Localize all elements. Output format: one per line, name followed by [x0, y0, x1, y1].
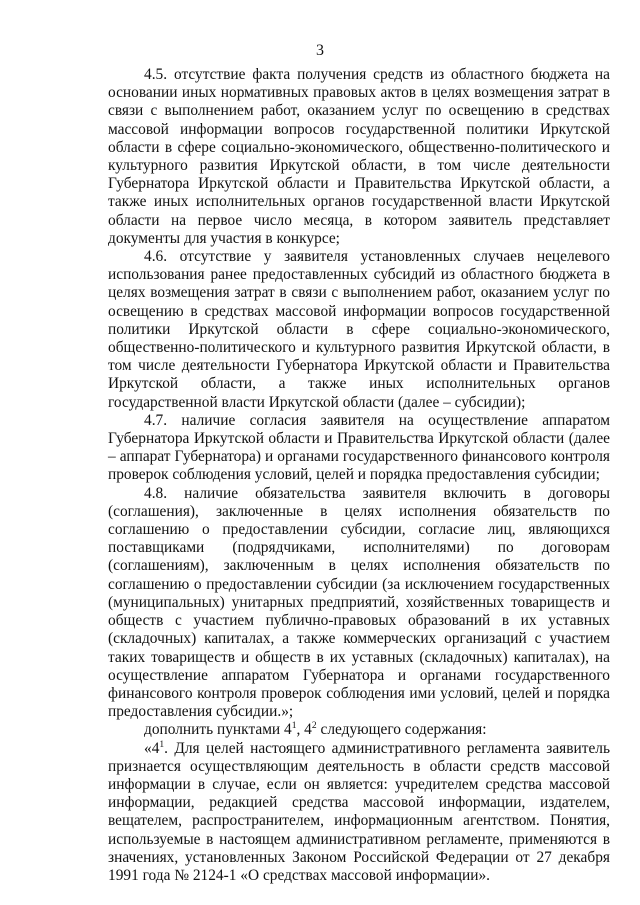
supplement-intro-end: следующего содержания:	[316, 721, 487, 739]
supplement-intro-mid: , 4	[296, 721, 312, 739]
paragraph-4-1-number: «4	[144, 739, 160, 757]
paragraph-4-1-new	[108, 740, 610, 886]
superscript-one: 1	[291, 720, 297, 732]
paragraph-4-5: 4.5. отсутствие факта получения средств из областного бюджета на основании иных нормативных правовых актов в целях возмещения затрат в связи с выполнением работ, оказанием услуг по освещению в средствах массовой информации вопросов государственной политики Иркутской области в сфере социально-экономического, общественно-политического и культурного развития Иркутской области, в том числе деятельности Губернатора Иркутской области и Правительства Иркутской области, а также иных исполнительных органов государственной власти Иркутской области на первое число месяца, в котором заявитель представляет документы для участия в конкурсе;	[108, 66, 610, 247]
supplement-intro-start: дополнить пунктами 4	[144, 721, 292, 739]
document-body	[108, 66, 610, 885]
superscript-two: 2	[311, 720, 317, 732]
paragraph-4-6: 4.6. отсутствие у заявителя установленных случаев нецелевого использования ранее предоставленных субсидий из областного бюджета в целях возмещения затрат в связи с выполнением работ, оказанием услуг по освещению в средствах массовой информации вопросов государственной политики Иркутской области в сфере социально-экономического, общественно-политического и культурного развития Иркутской области, в том числе деятельности Губернатора Иркутской области и Правительства Иркутской области, а также иных исполнительных органов государственной власти Иркутской области (далее – субсидии);	[108, 248, 610, 411]
paragraph-4-1-superscript: 1	[159, 738, 165, 750]
supplement-intro	[108, 721, 610, 739]
page-number: 3	[316, 42, 324, 59]
paragraph-4-7: 4.7. наличие согласия заявителя на осуществление аппаратом Губернатора Иркутской области и Правительства Иркутской области (далее – аппарат Губернатора) и органами государственного финансового контроля проверок соблюдения условий, целей и порядка предоставления субсидии;	[108, 411, 610, 484]
paragraph-4-1-text: . Для целей настоящего административного регламента заявитель признается осуществляющим деятельность в области средств массовой информации в случае, если он является: учредителем средства массовой информации, редакцией средства массовой информации, издателем, вещателем, распространителем, информационным агентством. Понятия, используемые в настоящем административном регламенте, применяются в значениях, установленных Законом Российской Федерации от 27 декабря 1991 года № 2124-1 «О средствах массовой информации».	[108, 739, 610, 884]
paragraph-4-8: 4.8. наличие обязательства заявителя включить в договоры (соглашения), заключенные в целях исполнения обязательств по соглашению о предоставлении субсидии, согласие лиц, являющихся поставщиками (подрядчиками, исполнителями) по договорам (соглашениям), заключенным в целях исполнения обязательств по соглашению о предоставлении субсидии (за исключением государственных (муниципальных) унитарных предприятий, хозяйственных товариществ и обществ с участием публично-правовых образований в их уставных (складочных) капиталах, а также коммерческих организаций с участием таких товариществ и обществ в их уставных (складочных) капиталах), на осуществление аппаратом Губернатора и органами государственного финансового контроля проверок соблюдения ими условий, целей и порядка предоставления субсидии.»;	[108, 484, 610, 721]
